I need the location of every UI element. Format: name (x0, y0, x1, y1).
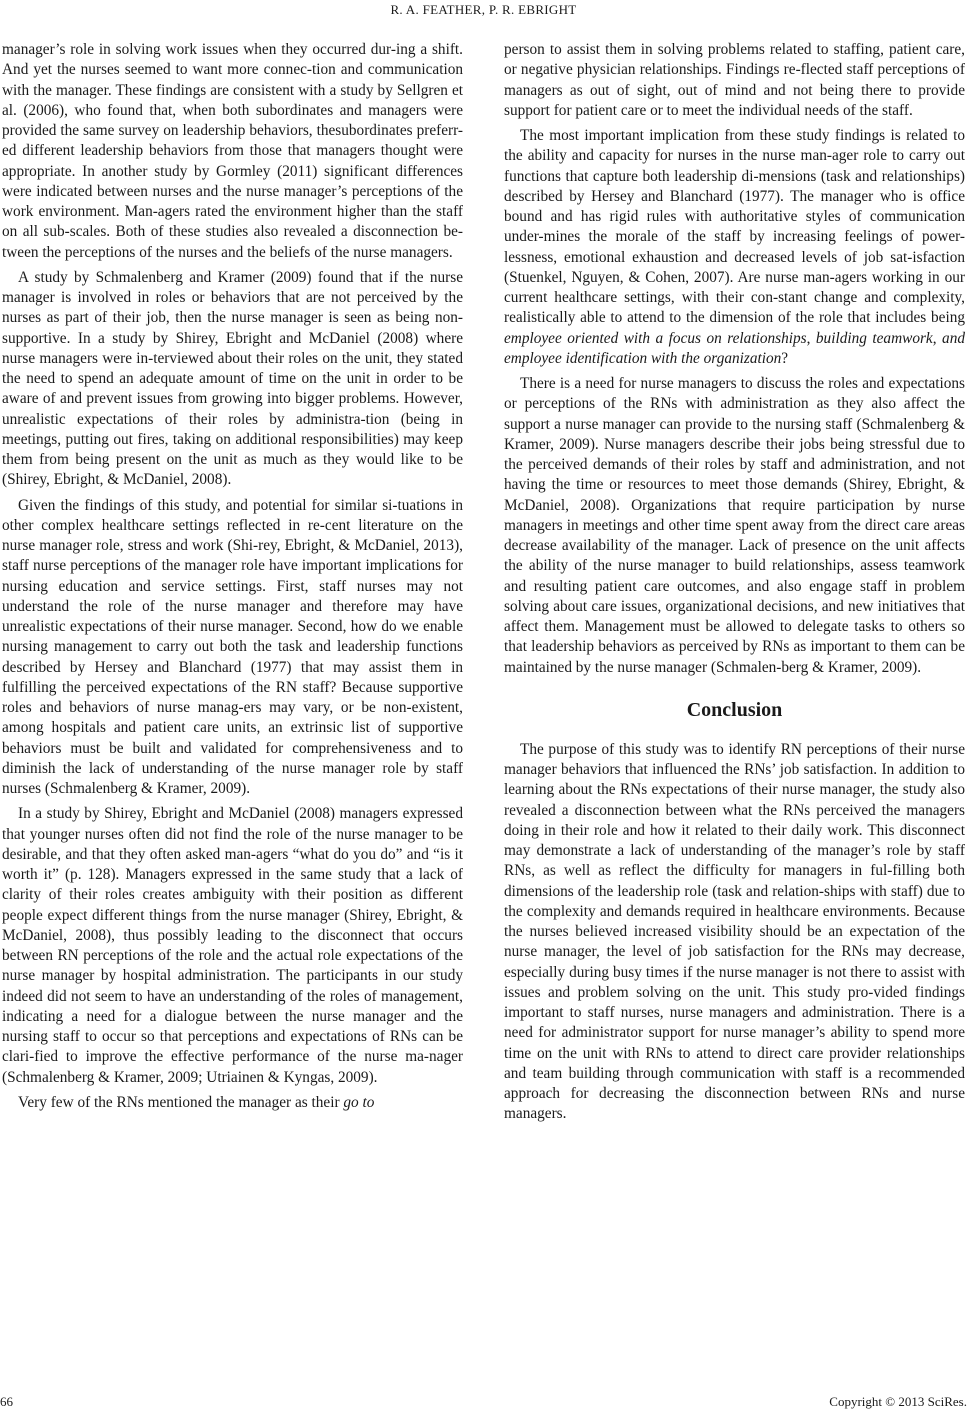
separator-text: , (932, 329, 943, 347)
paragraph: The purpose of this study was to identify RN perceptions of their nurse manager behaviors that influenced the RNs’ job satisfaction. In addition to learning about the RNs expectations of their nurse manager, the study also revealed a disconnection between what the RNs perceived the managers doing in their role and how it related to their daily work. This disconnect may demonstrate a lack of understanding of the manager’s role by staff RNs, as well as reflect the difficulty for managers in ful-filling both dimensions of the leadership role (task and relation-ships with staff) due to the complexity and demands required in healthcare environments. Because the nurses believed increased visibility should be an expectation of the nurse manager, the level of job satisfaction for the RNs may decrease, especially during busy times if the nurse manager is not there to assist with issues and problem solving on the unit. This study pro-vided findings important to staff nurses, nurse managers and administration. There is a need for administrator support for nurse manager’s ability to spend more time on the unit with RNs to attend to direct care provider relationships and team building through communication with staff is a recommended approach for decreasing the disconnection between RNs and nurse managers. (504, 740, 965, 1123)
copyright-notice: Copyright © 2013 SciRes. (829, 1394, 967, 1409)
paragraph: In a study by Shirey, Ebright and McDaniel (2008) managers expressed that younger nurses often did not find the role of the nurse manager to be desirable, and that they often asked man-agers “what do you do” and “is it worth it” (p. 128). Managers expressed in the same study that a lack of clarity of their roles creates ambiguity with their position as different people expect different things from the nurse manager (Shirey, Ebright, & McDaniel, 2008), thus possibly leading to the disconnect that occurs between RN perceptions of the role and the actual role expectations of the nurse manager by hospital administration. The participants in our study indeed did not seem to have an understanding of the roles of management, indicating a need for a dialogue between the nurse manager and the nursing staff to occur so that perceptions and expectations of RNs can be clari-fied to improve the effective performance of the nurse ma-nager (Schmalenberg & Kramer, 2009; Utriainen & Kyngas, 2009). (2, 805, 463, 1086)
left-column (2, 40, 463, 1118)
emphasis-text: employee oriented with a focus on relationships (504, 329, 807, 347)
paragraph: person to assist them in solving problems related to staffing, patient care, or negative physician relationships. Findings re-flected staff perceptions of managers as out of sight, out of mind and not being there to provide support for patient care or to meet the individual needs of the staff. (504, 41, 965, 119)
paragraph-text: Very few of the RNs mentioned the manager as their (18, 1093, 344, 1111)
section-heading: Conclusion (686, 698, 783, 721)
paragraph (2, 1093, 463, 1113)
separator-text: , (806, 329, 816, 347)
emphasis-text: building teamwork (815, 329, 933, 347)
running-head: R. A. FEATHER, P. R. EBRIGHT (390, 2, 577, 17)
emphasis-text: go to (343, 1093, 375, 1111)
right-column (504, 40, 965, 1130)
paragraph: There is a need for nurse managers to discuss the roles and expectations or perceptions of the RNs with administration as they also affect the support a nurse manager can provide to the nursing staff (Schmalenberg & Kramer, 2009). Nurse managers describe their jobs being stressful due to the perceived demands of their roles by staff and administration, and not having the time or resources to meet those demands (Shirey, Ebright, & McDaniel, 2008). Organizations that require participation by nurse managers in meetings and other time spent away from the direct care areas decrease availability of the manager. Lack of presence on the unit affects the ability of the nurse manager to build relationships, assess teamwork and resulting patient care outcomes, and also engage staff in problem solving about care issues, organizational decisions, and new initiatives that affect them. Management must be allowed to delegate tasks to others so that leadership behaviors as perceived by RNs as important to them can be maintained by the nurse manager (Schmalen-berg & Kramer, 2009). (504, 375, 965, 676)
paragraph: manager’s role in solving work issues when they occurred dur-ing a shift. And yet the nurses seemed to want more connec-tion and communication with the manager. These findings are consistent with a study by Sellgren et al. (2006), who found that, when both subordinates and managers were provided the same survey on leadership behaviors, thesubordinates preferr-ed different leadership behaviors from those that managers thought were appropriate. In another study by Gormley (2011) significant differences were indicated between nurses and the nurse manager’s perceptions of the work environment. Man-agers rated the environment higher than the staff on all sub-scales. Both of these studies also revealed a disconnection be-tween the perceptions of the nurses and the beliefs of the nurse managers. (2, 41, 463, 261)
paragraph-text: ? (781, 349, 789, 367)
paragraph-text: The most important implication from these study findings is related to the ability and capacity for nurses in the nurse man-ager role to carry out functions that capture both leadership di-mensions (task and relationships) described by Hersey and Blanchard (1977). The manager who is office bound and has rigid rules with authoritative styles of communication under-mines the morale of the staff by increasing feelings of power-lessness, emotional exhaustion and decreased levels of job sat-isfaction (Stuenkel, Nguyen, & Cohen, 2007). Are nurse man-agers working in our current healthcare settings, with their con-stant change and complexity, realistically able to attend to the dimension of the role that includes being (504, 127, 965, 327)
paragraph: Given the findings of this study, and potential for similar si-tuations in other complex healthcare settings reflected in re-cent literature on the nurse manager role, stress and work (Shi-rey, Ebright, & McDaniel, 2013), staff nurse perceptions of the manager role have important implications for nursing education and service settings. First, staff nurses may not understand the role of the nurse manager and therefore may have unrealistic expectations of their nurse manager. Second, how do we enable nursing management to carry out both the task and leadership functions described by Hersey and Blanchard (1977) that may assist them in fulfilling the perceived expectations of the RN staff? Because supportive roles and behaviors of nurse manag-ers may vary, or be non-existent, among hospitals and patient care units, an extrinsic list of supportive behaviors must be built and validated for comprehensiveness and to diminish the lack of understanding of the nurse manager role by staff nurses (Schmalenberg & Kramer, 2009). (2, 496, 463, 797)
page-number: 66 (0, 1394, 13, 1409)
paragraph (504, 126, 965, 369)
emphasis-text: and employee identification with the organization (504, 329, 965, 367)
paragraph: A study by Schmalenberg and Kramer (2009) found that if the nurse manager is involved in roles or behaviors that are not perceived by the nurses as part of their job, then the nurse manager is seen as being non-supportive. In a study by Shirey, Ebright and McDaniel (2008) where nurse managers were in-terviewed about their roles on the unit, they stated the need to spend an adequate amount of time on the unit in order to be aware of and prevent issues from growing into bigger problems. However, unrealistic expectations of their roles by administra-tion (being in meetings, putting out fires, taking on additional responsibilities) may keep them from being present on the unit as much as they would like to be (Shirey, Ebright, & McDaniel, 2008). (2, 268, 463, 489)
